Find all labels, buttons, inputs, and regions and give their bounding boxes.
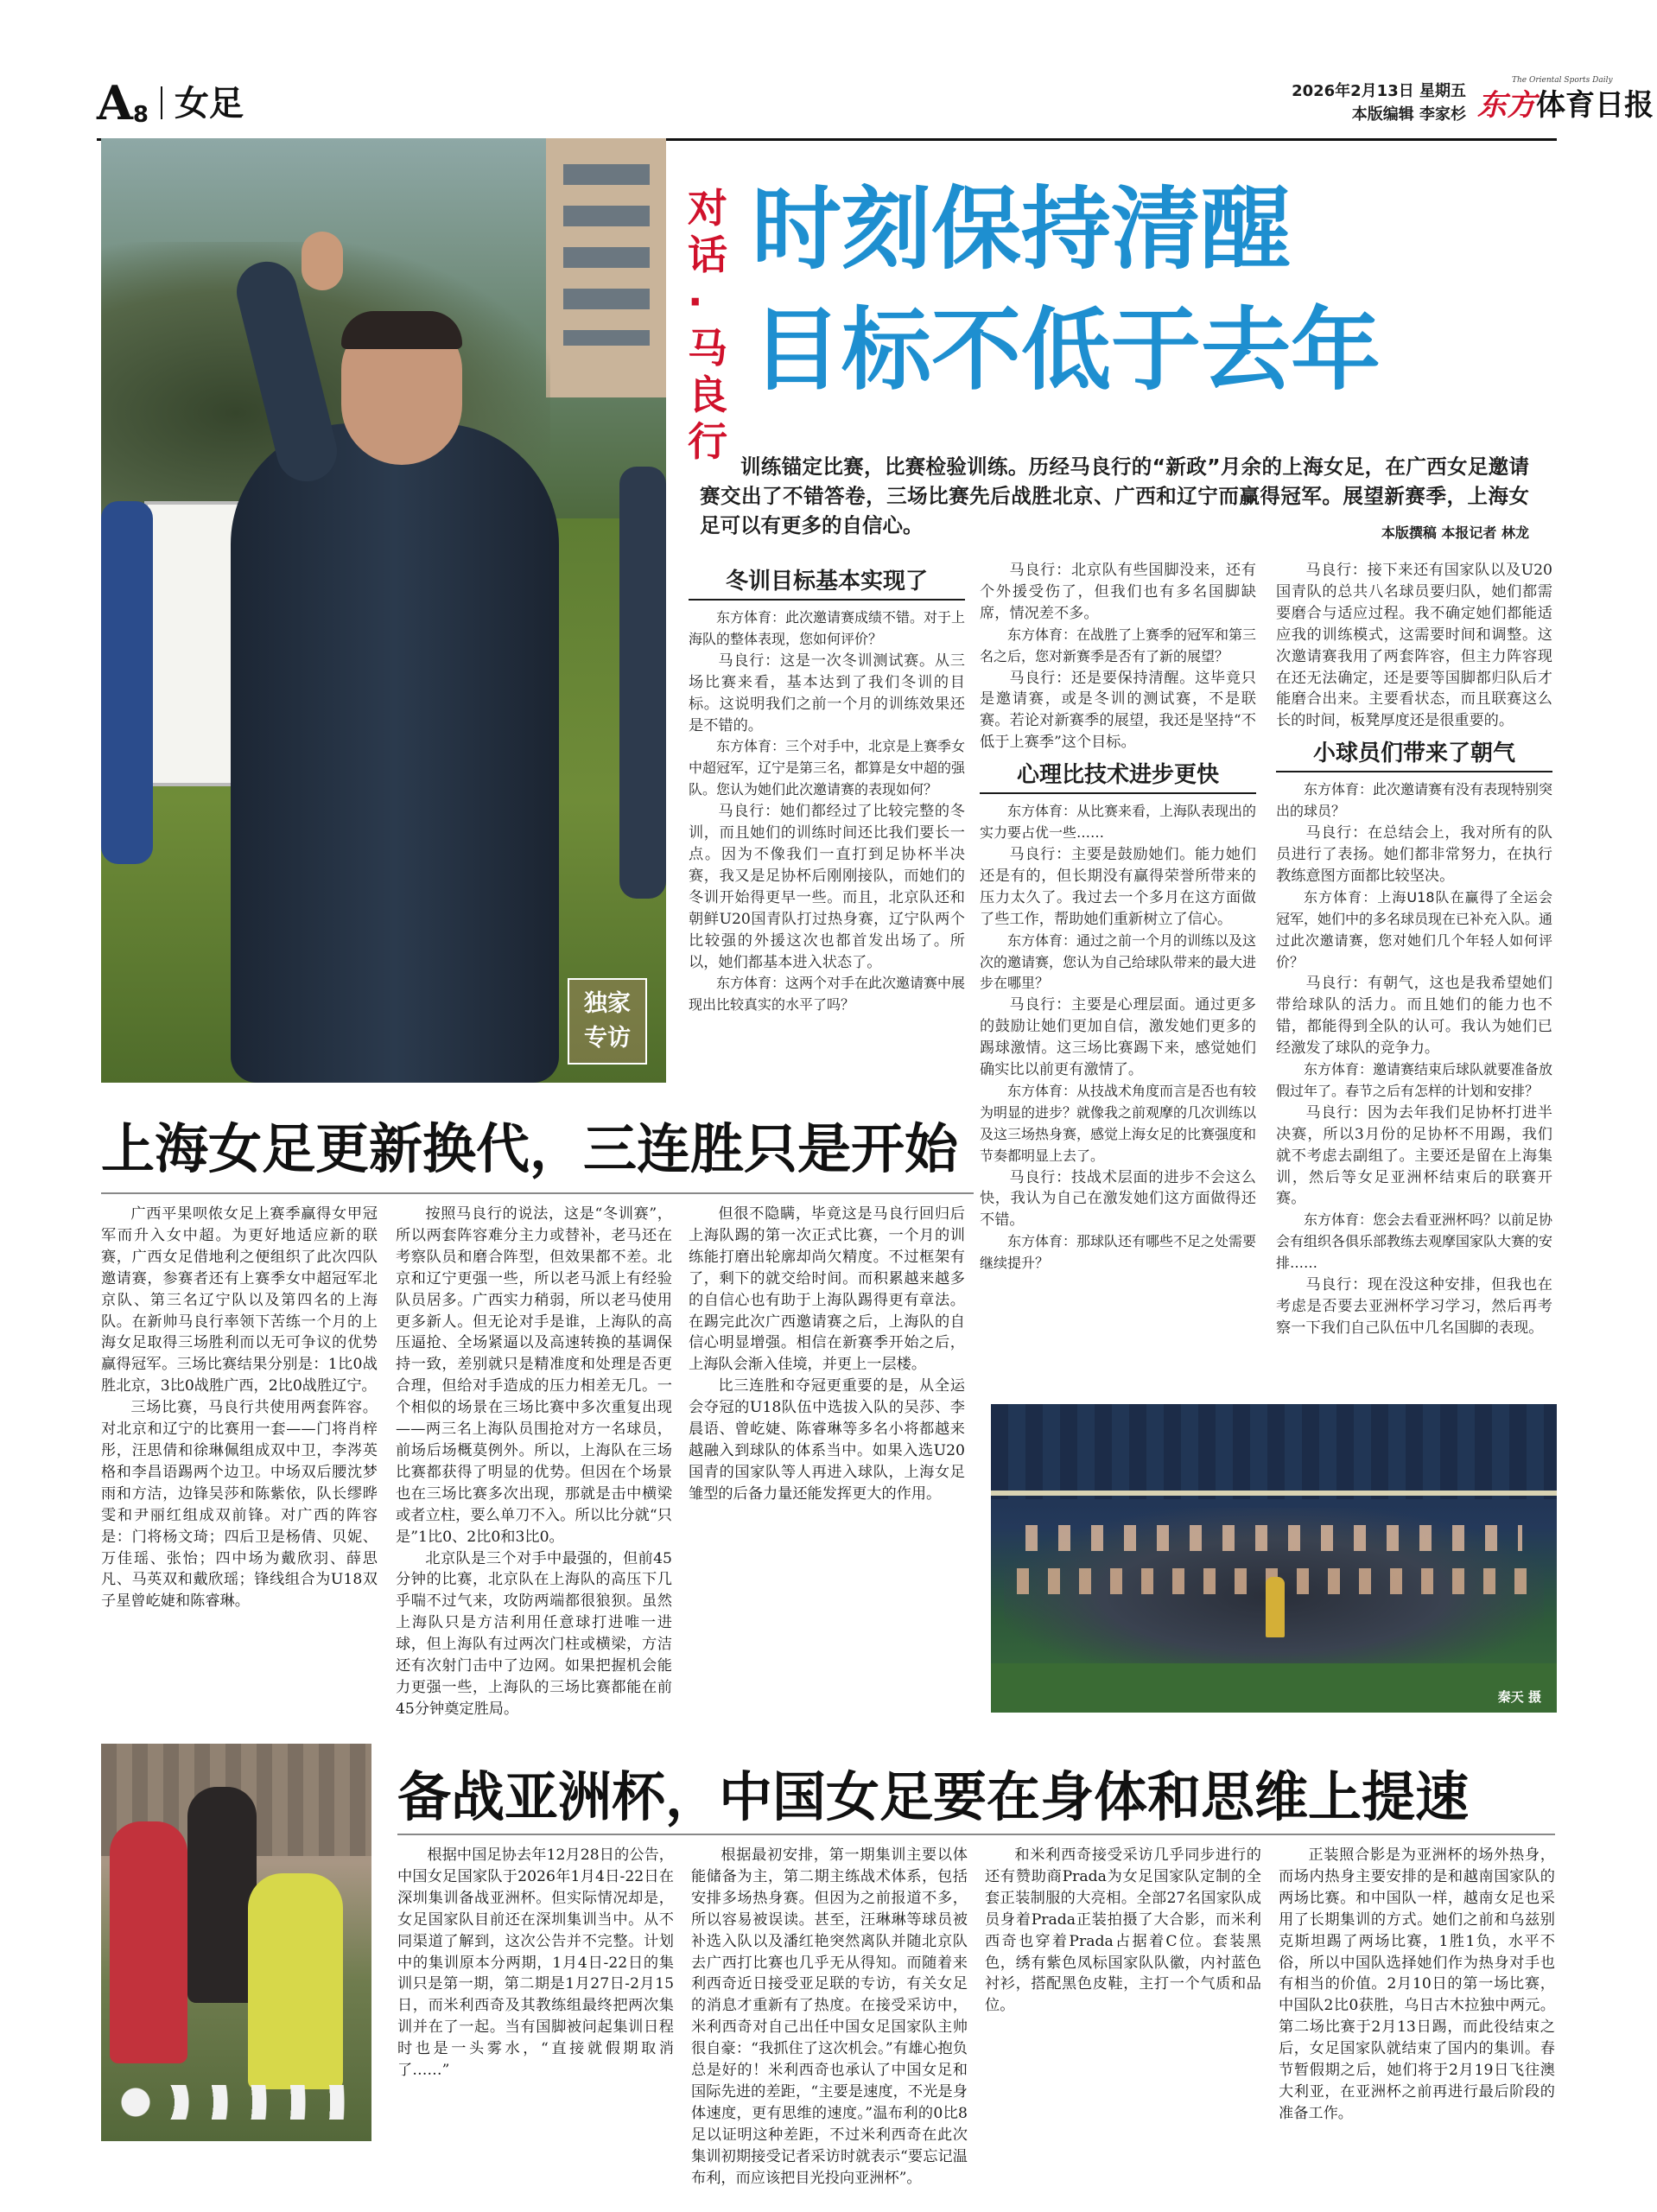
subhead-psychology: 心理比技术进步更快 xyxy=(980,760,1256,794)
interview-column-2 xyxy=(980,560,1256,1274)
interview-column-3 xyxy=(1276,560,1552,1339)
photo-balls xyxy=(118,2085,352,2120)
interview-answer: 马良行：她们都经过了比较完整的冬训，而且她们的训练时间还比我们要长一点。因为不像我们一直打到足协杯半决赛，我又是足协杯后刚刚接队，而她们的冬训开始得更早一些。而且，北京队还和朝鲜U20国青队打过热身赛，辽宁队两个比较强的外援这次也都首发出场了。所以，她们都基本进入状态了。 xyxy=(689,803,965,971)
interview-kicker: 对话·马良行 xyxy=(688,185,727,465)
interview-question: 东方体育：此次邀请赛有没有表现特别突出的球员？ xyxy=(1276,781,1553,820)
middle-column-2 xyxy=(396,1204,672,1720)
editor-line: 本版编辑 李家杉 xyxy=(1351,105,1466,124)
photo-coach-hair xyxy=(341,311,462,349)
page-number-block xyxy=(97,76,244,128)
national-team-training-photo xyxy=(101,1744,371,2141)
interview-question: 东方体育：三个对手中，北京是上赛季女中超冠军，辽宁是第三名，都算是女中超的强队。您认为她们此次邀请赛的表现如何？ xyxy=(689,738,966,798)
page-header xyxy=(97,75,1654,137)
interview-question: 东方体育：在战胜了上赛季的冠军和第三名之后，您对新赛季是否有了新的展望？ xyxy=(980,626,1257,664)
bottom-column-3 xyxy=(985,1845,1261,2017)
article-paragraph: 按照马良行的说法，这是“冬训赛”，所以两套阵容难分主力或替补，老马还在考察队员和磨合阵型，但效果都不差。北京和辽宁更强一些，所以老马派上有经验队员居多。广西实力稍弱，所以老马使用更多新人。但无论对手是谁，上海队的高压逼抢、全场紧逼以及高速转换的基调保持一致，差别就只是精准度和处理是否更合理，但给对手造成的压力相差无几。一个相似的场景在三场比赛中多次重复出现——两三名上海队员围抢对方一名球员，前场后场概莫例外。所以，上海队在三场比赛都获得了明显的优势。但因在个场景也在三场比赛多次出现，那就是击中横梁或者立柱，要么单刀不入。所以比分就“只是”1比0、2比0和3比0。 xyxy=(396,1205,672,1546)
newspaper-logo xyxy=(1477,76,1654,130)
interview-answer: 马良行：还是要保持清醒。这毕竟只是邀请赛，或是冬训的测试赛，不是联赛。若论对新赛季的展望，我还是坚持“不低于上赛季”这个目标。 xyxy=(980,669,1256,752)
photo-building-windows xyxy=(563,164,650,346)
article-paragraph: 根据最初安排，第一期集训主要以体能储备为主，第二期主练战术体系，包括安排多场热身赛。但因为之前报道不多，所以容易被误读。甚至，汪琳琳等球员被补选入队以及潘红艳突然离队并随北京队去广西打比赛也几乎无从得知。而随着来利西奇近日接受亚足联的专访，有关女足的消息才重新有了热度。在接受采访中，米利西奇对自己出任中国女足国家队主帅很自豪：“我抓住了这次机会。”有雄心抱负总是好的！米利西奇也承认了中国女足和国际先进的差距，“主要是速度，不光是身体速度，更有思维的速度。”温布利的0比8足以证明这种差距，不过米利西奇在此次集训初期接受记者采访时就表示“要忘记温布利，而应该把目光投向亚洲杯”。 xyxy=(691,1847,968,2187)
interview-answer: 马良行：现在没这种安排，但我也在考虑是否要去亚洲杯学习学习，然后再考察一下我们自己队伍中几名国脚的表现。 xyxy=(1276,1276,1552,1337)
coach-photo xyxy=(101,138,666,1083)
photo-coach-jacket xyxy=(231,423,559,1083)
article-paragraph: 根据中国足协去年12月28日的公告，中国女足国家队于2026年1月4日-22日在深圳集训备战亚洲杯。但实际情况却是，女足国家队目前还在深圳集训当中。从不同渠道了解到，这次公告并不完整。计划中的集训原本分两期，1月4日-22日的集训只是第一期，第二期是1月27日-2月15日，而米利西奇及其教练组最终把两次集训并在了一起。当有国脚被问起集训日程时也是一头雾水，“直接就假期取消了……” xyxy=(397,1847,674,2080)
interview-answer: 马良行：在总结会上，我对所有的队员进行了表扬。她们都非常努力，在执行教练意图方面都比较坚决。 xyxy=(1276,824,1552,885)
middle-headline: 上海女足更新换代，三连胜只是开始 xyxy=(101,1117,959,1180)
byline: 本版撰稿 本报记者 林龙 xyxy=(1381,524,1529,541)
photo-player-right xyxy=(619,467,666,899)
header-divider xyxy=(161,86,162,119)
article-paragraph: 北京队是三个对手中最强的，但前45分钟的比赛，北京队在上海队的高压下几乎喘不过气来，攻防两端都很狼狈。虽然上海队只是方洁利用任意球打进唯一进球，但上海队有过两次门柱或横梁，方洁还有次射门击中了边网。如果把握机会能力更强一些，上海队的三场比赛都能在前45分钟奠定胜局。 xyxy=(396,1549,672,1718)
article-paragraph: 三场比赛，马良行共使用两套阵容。对北京和辽宁的比赛用一套——门将肖梓彤，汪思倩和徐琳佩组成双中卫，李涔英格和李昌语踢两个边卫。中场双后腰沈梦雨和方洁，边锋吴莎和陈紫依，队长缪晔雯和尹丽红组成双前锋。对广西的阵容是：门将杨文琦；四后卫是杨倩、贝妮、万佳瑶、张怡；四中场为戴欣羽、薛思凡、马英双和戴欣瑶；锋线组合为U18双子星曾屹婕和陈睿琳。 xyxy=(101,1399,378,1611)
interview-question: 东方体育：从比赛来看，上海队表现出的实力要占优一些…… xyxy=(980,803,1257,842)
photo-pitch xyxy=(991,1663,1557,1713)
photo-coach-black xyxy=(187,1787,257,2003)
date-block xyxy=(1190,79,1466,126)
headline-line1: 时刻保持清醒 xyxy=(752,176,1292,282)
middle-column-1 xyxy=(101,1204,378,1612)
interview-question: 东方体育：您会去看亚洲杯吗？以前足协会有组织各俱乐部教练去观摩国家队大赛的安排…… xyxy=(1276,1211,1553,1272)
middle-headline-rule xyxy=(101,1192,974,1194)
interview-answer: 马良行：有朝气，这也是我希望她们带给球队的活力。而且她们的能力也不错，都能得到全队的认可。我认为她们已经激发了球队的竞争力。 xyxy=(1276,975,1552,1058)
article-paragraph: 比三连胜和夺冠更重要的是，从全运会夺冠的U18队伍中选拔入队的吴莎、李晨语、曾屹婕、陈睿琳等多名小将都越来越融入到球队的体系当中。如果入选U20国青的国家队等人再进入球队，上海女足雏型的后备力量还能发挥更大的作用。 xyxy=(689,1377,965,1503)
interview-question: 东方体育：邀请赛结束后球队就要准备放假过年了。春节之后有怎样的计划和安排？ xyxy=(1276,1061,1553,1099)
date-line: 2026年2月13日 星期五 xyxy=(1292,82,1466,100)
logo-brand-black: 体育日报 xyxy=(1536,88,1654,123)
photo-stadium-roof xyxy=(991,1491,1557,1496)
interview-answer: 马良行：主要是鼓励她们。能力她们还是有的，但长期没有赢得荣誉所带来的压力太久了。我过去一个多月在这方面做了些工作，帮助她们重新树立了信心。 xyxy=(980,845,1256,928)
interview-question: 东方体育：此次邀请赛成绩不错。对于上海队的整体表现，您如何评价？ xyxy=(689,609,966,647)
lead-paragraph: 训练锚定比赛，比赛检验训练。历经马良行的“新政”月余的上海女足，在广西女足邀请赛交出了不错答卷，三场比赛先后战胜北京、广西和辽宁而赢得冠军。展望新赛季，上海女足可以有更多的自信心。 xyxy=(700,454,1529,537)
bottom-headline-rule xyxy=(397,1834,1555,1835)
interview-answer: 马良行：主要是心理层面。通过更多的鼓励让她们更加自信，激发她们更多的踢球激情。这三场比赛踢下来，感觉她们确实比以前更有激情了。 xyxy=(980,996,1256,1079)
article-paragraph: 广西平果呗侬女足上赛季赢得女甲冠军而升入女中超。为更好地适应新的联赛，广西女足借地利之便组织了此次四队邀请赛，参赛者还有上赛季女中超冠军北京队、第三名辽宁队以及第四名的上海队。在新帅马良行率领下苦练一个月的上海女足取得三场胜利而以无可争议的优势赢得冠军。三场比赛结果分别是：1比0战胜北京，3比0战胜广西，2比0战胜辽宁。 xyxy=(101,1205,378,1395)
photo-player-yellow xyxy=(248,1873,343,2089)
photo-player-red xyxy=(110,1821,187,2063)
photo-coach-hand xyxy=(302,232,343,290)
article-paragraph: 正装照合影是为亚洲杯的场外热身，而场内热身主要安排的是和越南国家队的两场比赛。和中国队一样，越南女足也采用了长期集训的方式。她们之前和乌兹别克斯坦踢了两场比赛，1胜1负，水平不俗，所以中国队选择她们作为热身对手也有相当的价值。2月10日的第一场比赛，中国队2比0获胜，乌日古木拉独中两元。第二场比赛于2月13日踢，而此役结束之后，女足国家队就结束了国内的集训。春节暂假期之后，她们将于2月19日飞往澳大利亚，在亚洲杯之前再进行最后阶段的准备工作。 xyxy=(1279,1847,1555,2122)
photo-trophy xyxy=(1266,1577,1285,1637)
page-letter: A xyxy=(97,75,133,130)
interview-question: 东方体育：上海U18队在赢得了全运会冠军，她们中的多名球员现在已补充入队。通过此次邀请赛，您对她们几个年轻人如何评价？ xyxy=(1276,888,1553,970)
interview-answer: 马良行：北京队有些国脚没来，还有个外援受伤了，但我们也有多名国脚缺席，情况差不多。 xyxy=(980,562,1256,622)
photo-player-left xyxy=(101,501,153,864)
logo-english: The Oriental Sports Daily xyxy=(1512,76,1613,85)
bottom-column-4 xyxy=(1279,1845,1555,2125)
middle-column-3 xyxy=(689,1204,965,1505)
interview-answer: 马良行：这是一次冬训测试赛。从三场比赛来看，基本达到了我们冬训的目标。这说明我们之前一个月的训练效果还是不错的。 xyxy=(689,652,965,734)
photo-team-faces xyxy=(1025,1525,1522,1551)
page-number: 8 xyxy=(132,102,149,128)
photo-stadium-stand xyxy=(991,1404,1557,1499)
exclusive-badge xyxy=(568,978,647,1065)
article-paragraph: 但很不隐瞒，毕竟这是马良行回归后上海队踢的第一次正式比赛，一个月的训练能打磨出轮廓却尚欠精度。不过框架有了，剩下的就交给时间。而积累越来越多的自信心也有助于上海队踢得更有章法。在踢完此次广西邀请赛之后，上海队的自信心明显增强。相信在新赛季开始之后，上海队会渐入佳境，并更上一层楼。 xyxy=(689,1205,965,1374)
logo-brand-red: 东方 xyxy=(1477,88,1536,123)
exclusive-badge-text: 独家专访 xyxy=(584,990,631,1052)
interview-answer: 马良行：技战术层面的进步不会这么快，我认为自己在激发她们这方面做得还不错。 xyxy=(980,1168,1256,1230)
bottom-column-1 xyxy=(397,1845,674,2082)
subhead-winter-training: 冬训目标基本实现了 xyxy=(689,567,965,601)
headline-line2: 目标不低于去年 xyxy=(752,297,1381,403)
subhead-young-players: 小球员们带来了朝气 xyxy=(1276,739,1552,772)
interview-column-1 xyxy=(689,560,965,1016)
interview-question: 东方体育：这两个对手在此次邀请赛中展现出比较真实的水平了吗？ xyxy=(689,975,966,1014)
bottom-column-2 xyxy=(691,1845,968,2187)
interview-question: 东方体育：从技战术角度而言是否也有较为明显的进步？就像我之前观摩的几次训练以及这三场热身赛，感觉上海女足的比赛强度和节奏都明显上去了。 xyxy=(980,1082,1257,1164)
interview-answer: 马良行：因为去年我们足协杯打进半决赛，所以3月份的足协杯不用踢，我们就不考虑去副组了。主要还是留在上海集训，然后等女足亚洲杯结束后的联赛开赛。 xyxy=(1276,1103,1552,1208)
interview-question: 东方体育：那球队还有哪些不足之处需要继续提升？ xyxy=(980,1233,1257,1272)
article-paragraph: 和米利西奇接受采访几乎同步进行的还有赞助商Prada为女足国家队定制的全套正装制服的大亮相。全部27名国家队成员身着Prada正装拍摄了大合影，而米利西奇也穿着Prada占据着C位。套装黑色，绣有紫色凤标国家队队徽，内衬蓝色衬衫，搭配黑色皮鞋，主打一个气质和品位。 xyxy=(985,1847,1261,2015)
interview-question: 东方体育：通过之前一个月的训练以及这次的邀请赛，您认为自己给球队带来的最大进步在哪里？ xyxy=(980,931,1257,992)
interview-answer: 马良行：接下来还有国家队以及U20国青队的总共八名球员要归队，她们都需要磨合与适应过程。我不确定她们都能适应我的训练模式，这需要时间和调整。这次邀请赛我用了两套阵容，但主力阵容现在还无法确定，还是要等国脚都归队后才能磨合出来。主要看状态，而且联赛这么长的时间，板凳厚度还是很重要的。 xyxy=(1276,562,1552,730)
photo-credit: 秦天 摄 xyxy=(1497,1689,1541,1705)
section-name: 女足 xyxy=(175,84,244,124)
bottom-headline: 备战亚洲杯，中国女足要在身体和思维上提速 xyxy=(397,1765,1470,1828)
team-celebration-photo xyxy=(991,1404,1557,1713)
